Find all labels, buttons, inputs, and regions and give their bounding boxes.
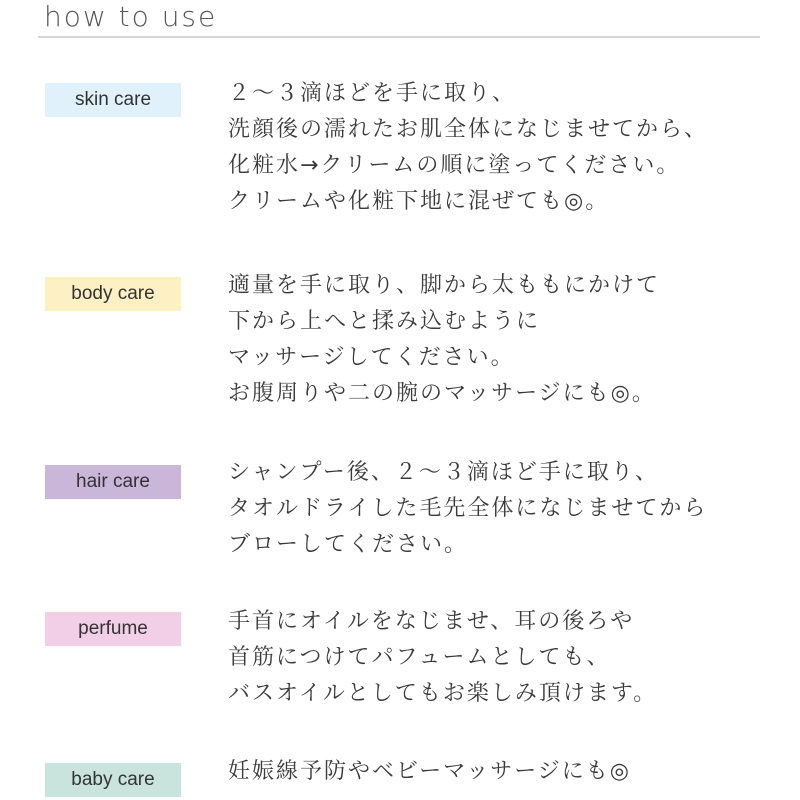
description-line: タオルドライした毛先全体になじませてから <box>228 496 708 521</box>
description-line: バスオイルとしてもお楽しみ頂けます。 <box>228 681 658 706</box>
tag-perfume: perfume <box>45 612 181 646</box>
tag-body-care: body care <box>45 277 181 311</box>
tag-hair-care: hair care <box>45 465 181 499</box>
description-line: ２～３滴ほどを手に取り、 <box>228 81 517 106</box>
perfume-description <box>228 604 657 712</box>
description-line: クリームや化粧下地に混ぜても◎。 <box>228 189 610 214</box>
baby-care-description <box>228 754 631 790</box>
description-line: 洗顔後の濡れたお肌全体になじませてから、 <box>228 117 709 142</box>
body-care-description <box>228 268 660 412</box>
tag-skin-care: skin care <box>45 83 181 117</box>
hair-care-description <box>228 455 707 563</box>
description-line: 手首にオイルをなじませ、耳の後ろや <box>228 609 635 634</box>
description-line: 妊娠線予防やベビーマッサージにも◎ <box>228 759 631 784</box>
description-line: 首筋につけてパフュームとしても、 <box>228 645 611 670</box>
description-line: マッサージしてください。 <box>228 345 515 370</box>
page-title: how to use <box>44 0 218 33</box>
tag-baby-care: baby care <box>45 763 181 797</box>
description-line: 適量を手に取り、脚から太ももにかけて <box>228 273 661 298</box>
title-divider <box>38 36 760 38</box>
skin-care-description <box>228 76 708 220</box>
description-line: 化粧水→クリームの順に塗ってください。 <box>228 153 681 178</box>
description-line: お腹周りや二の腕のマッサージにも◎。 <box>228 381 656 406</box>
description-line: ブローしてください。 <box>228 532 469 557</box>
description-line: 下から上へと揉み込むように <box>228 309 541 334</box>
description-line: シャンプー後、２～３滴ほど手に取り、 <box>228 460 659 485</box>
